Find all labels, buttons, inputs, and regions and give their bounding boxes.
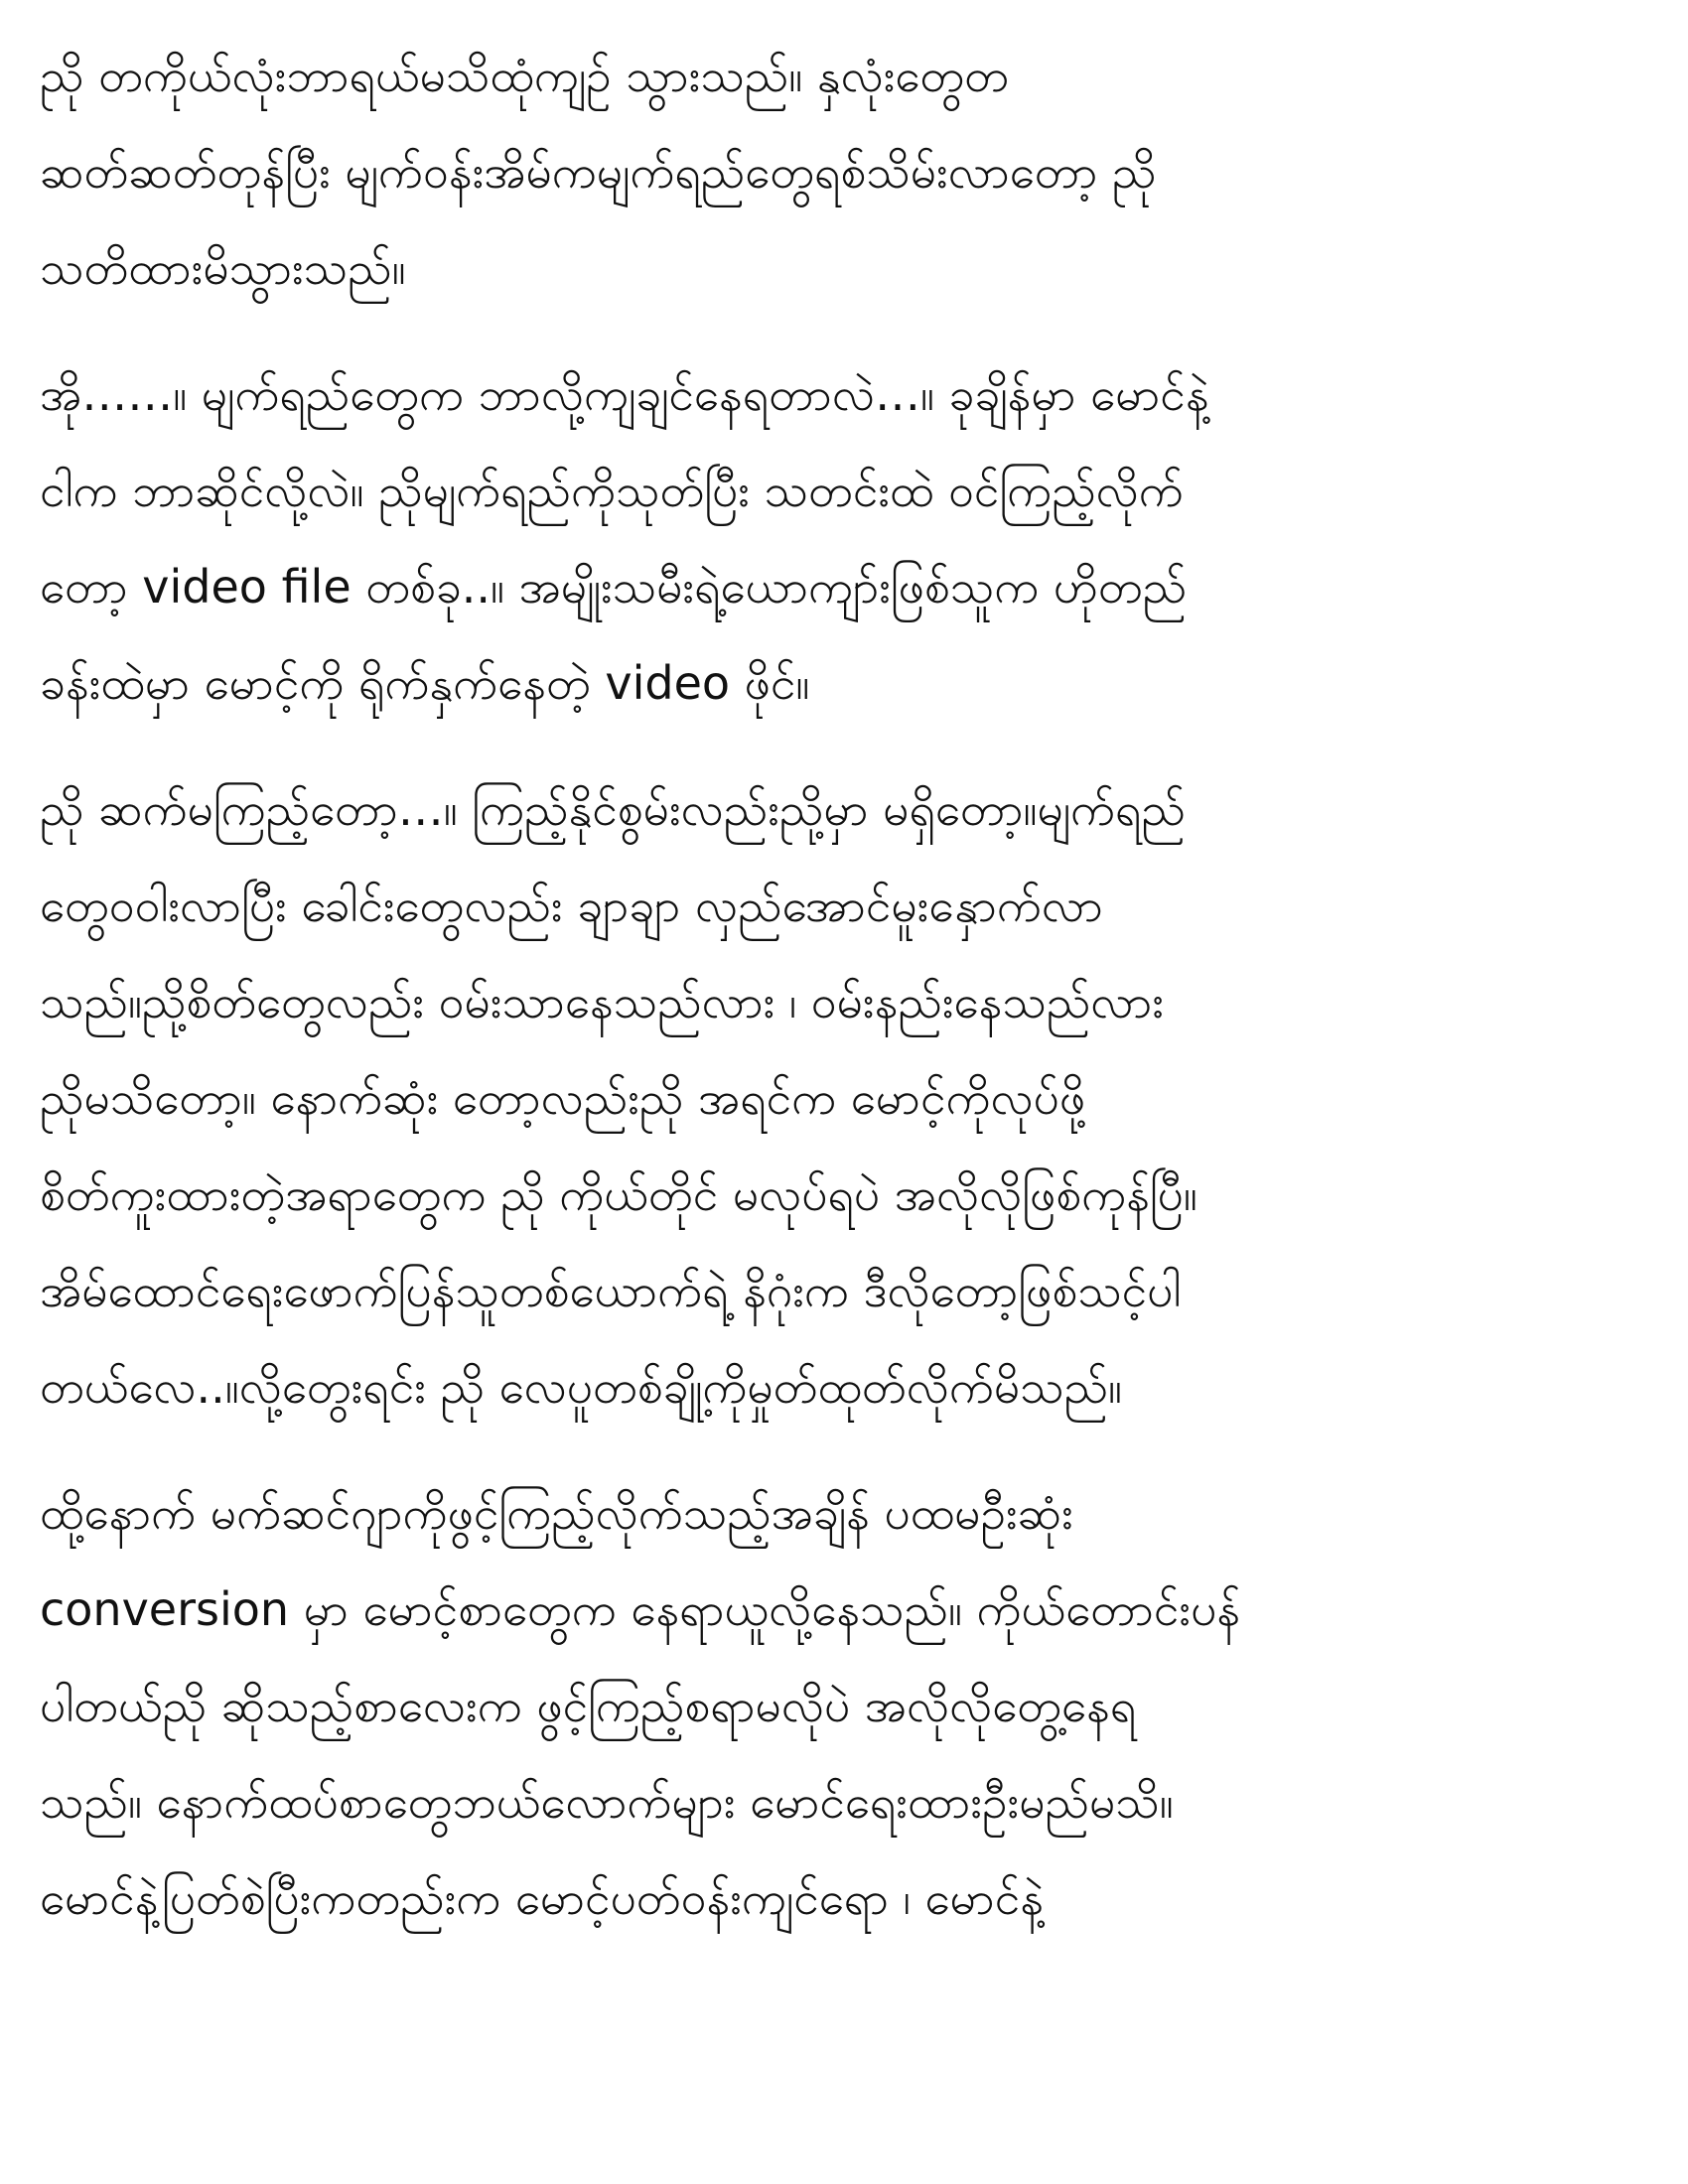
text-line: သည်။ညို့စိတ်တွေလည်း ဝမ်းသာနေသည်လား ၊ ဝမ်းနည်းနေသည်လား	[40, 975, 1165, 1028]
text-line: တော့ video file တစ်ခု..။ အမျိုးသမီးရဲ့ယောကျာ်းဖြစ်သူက ဟိုတည်	[40, 560, 1188, 614]
paragraph-4	[40, 1465, 1653, 1947]
text-line: စိတ်ကူးထားတဲ့အရာတွေက ညို ကိုယ်တိုင် မလုပ်ရပဲ အလိုလိုဖြစ်ကုန်ပြီ။	[40, 1167, 1197, 1221]
text-line: ညို တကိုယ်လုံးဘာရယ်မသိထုံကျဉ် သွားသည်။ နှလုံးတွေတ	[40, 49, 1009, 102]
paragraph-2	[40, 346, 1653, 732]
text-line: ထို့နောက် မက်ဆင်ဂျာကိုဖွင့်ကြည့်လိုက်သည့်အချိန် ပထမဦးဆုံး	[40, 1486, 1073, 1540]
text-line: သတိထားမိသွားသည်။	[40, 241, 406, 295]
document-page	[40, 28, 1653, 1977]
paragraph-1	[40, 28, 1653, 317]
text-line: conversion မှာ မောင့်စာတွေက နေရာယူလို့နေသည်။ ကိုယ်တောင်းပန်	[40, 1582, 1241, 1636]
text-line: သည်။ နောက်ထပ်စာတွေဘယ်လောက်များ မောင်ရေးထားဦးမည်မသိ။	[40, 1775, 1174, 1829]
text-line: အိမ်ထောင်ရေးဖောက်ပြန်သူတစ်ယောက်ရဲ့ နိဂုံးက ဒီလိုတော့ဖြစ်သင့်ပါ	[40, 1264, 1182, 1317]
text-line: တွေဝဝါးလာပြီး ခေါင်းတွေလည်း ချာချာ လှည်အောင်မူးနှောက်လာ	[40, 879, 1103, 932]
text-line: အို……။ မျက်ရည်တွေက ဘာလို့ကျချင်နေရတာလဲ…။ ခုချိန်မှာ မောင်နဲ့	[40, 367, 1209, 421]
text-line: ဆတ်ဆတ်တုန်ပြီး မျက်ဝန်းအိမ်ကမျက်ရည်တွေရစ်သိမ်းလာတော့ ညို	[40, 145, 1157, 199]
text-line: ညိုမသိတော့။ နောက်ဆုံး တော့လည်းညို အရင်က မောင့်ကိုလုပ်ဖို့	[40, 1071, 1086, 1125]
text-line: ခန်းထဲမှာ မောင့်ကို ရိုက်နှက်နေတဲ့ video ဖိုင်။	[40, 656, 810, 710]
paragraph-3	[40, 761, 1653, 1435]
text-line: ပါတယ်ညို ဆိုသည့်စာလေးက ဖွင့်ကြည့်စရာမလိုပဲ အလိုလိုတွေ့နေရ	[40, 1679, 1137, 1732]
text-line: တယ်လေ..။လို့တွေးရင်း ညို လေပူတစ်ချို့ကိုမှုတ်ထုတ်လိုက်မိသည်။	[40, 1360, 1122, 1414]
text-line: မောင်နဲ့ပြတ်စဲပြီးကတည်းက မောင့်ပတ်ဝန်းကျင်ရော ၊ မောင်နဲ့	[40, 1871, 1045, 1925]
text-line: ညို ဆက်မကြည့်တော့…။ ကြည့်နိုင်စွမ်းလည်းညို့မှာ မရှိတော့။မျက်ရည်	[40, 782, 1186, 836]
text-line: ငါက ဘာဆိုင်လို့လဲ။ ညိုမျက်ရည်ကိုသုတ်ပြီး သတင်းထဲ ဝင်ကြည့်လိုက်	[40, 464, 1184, 517]
